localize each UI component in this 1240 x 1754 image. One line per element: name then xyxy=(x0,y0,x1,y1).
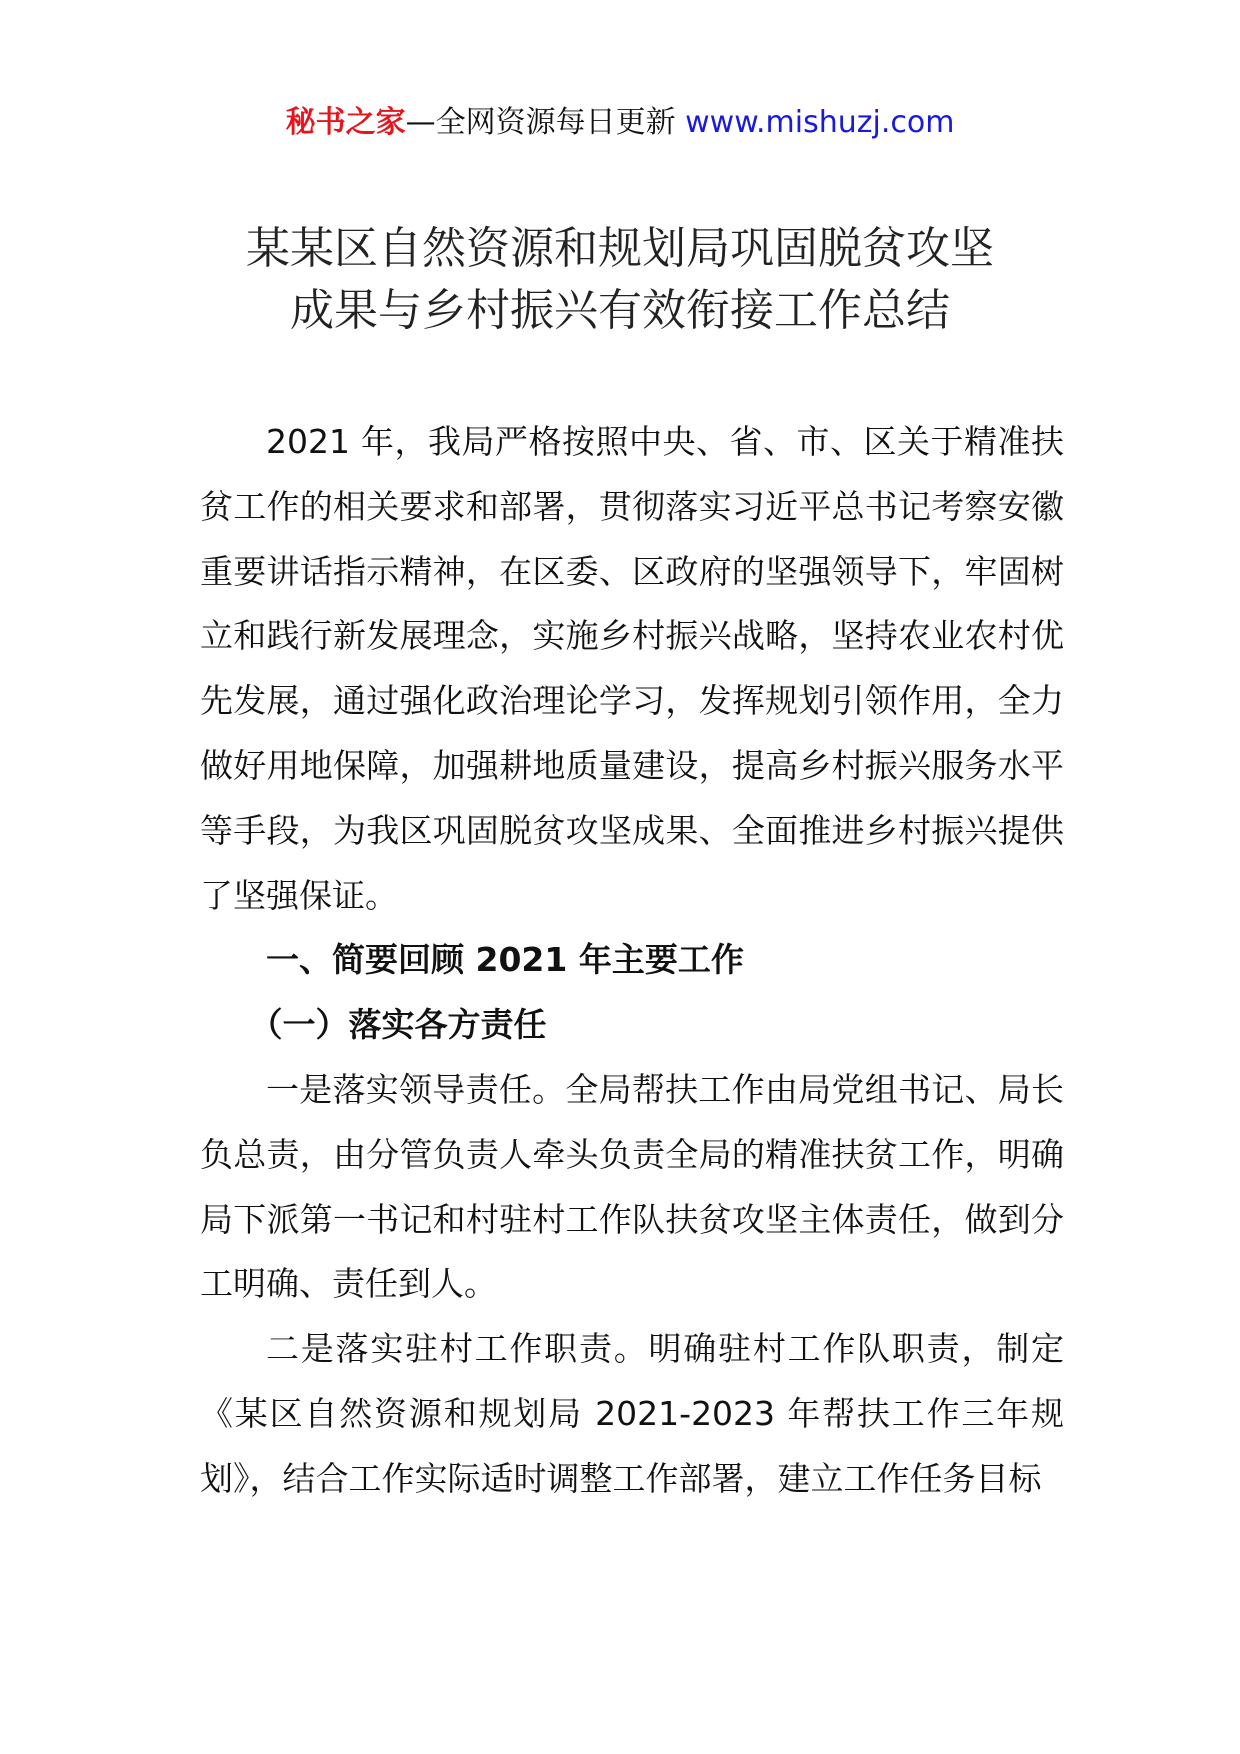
body-paragraph-1: 一是落实领导责任。全局帮扶工作由局党组书记、局长负总责，由分管负责人牵头负责全局的精准扶贫工作，明确局下派第一书记和村驻村工作队扶贫攻坚主体责任，做到分工明确、责任到人。 xyxy=(200,1069,1064,1304)
header-slogan: —全网资源每日更新 xyxy=(405,105,676,140)
document-title xyxy=(0,218,1240,342)
intro-paragraph: 2021 年，我局严格按照中央、省、市、区关于精准扶贫工作的相关要求和部署，贯彻落实习近平总书记考察安徽重要讲话指示精神，在区委、区政府的坚强领导下，牢固树立和践行新发展理念，实施乡村振兴战略，坚持农业农村优先发展，通过强化政治理论学习，发挥规划引领作用，全力做好用地保障，加强耕地质量建设，提高乡村振兴服务水平等手段，为我区巩固脱贫攻坚成果、全面推进乡村振兴提供了坚强保证。 xyxy=(200,422,1064,915)
title-line-2: 成果与乡村振兴有效衔接工作总结 xyxy=(290,285,950,336)
body-paragraph-2: 二是落实驻村工作职责。明确驻村工作队职责，制定《某区自然资源和规划局 2021-2023 年帮扶工作三年规划》，结合工作实际适时调整工作部署，建立工作任务目标 xyxy=(200,1329,1064,1498)
subsection-heading-1: （一）落实各方责任 xyxy=(249,1005,547,1045)
section-heading-1: 一、简要回顾 2021 年主要工作 xyxy=(266,940,744,980)
site-header xyxy=(0,103,1240,143)
title-line-1: 某某区自然资源和规划局巩固脱贫攻坚 xyxy=(246,223,994,274)
site-url-link[interactable]: www.mishuzj.com xyxy=(685,105,955,140)
document-body xyxy=(200,410,1064,1512)
brand-name: 秘书之家 xyxy=(285,105,406,140)
